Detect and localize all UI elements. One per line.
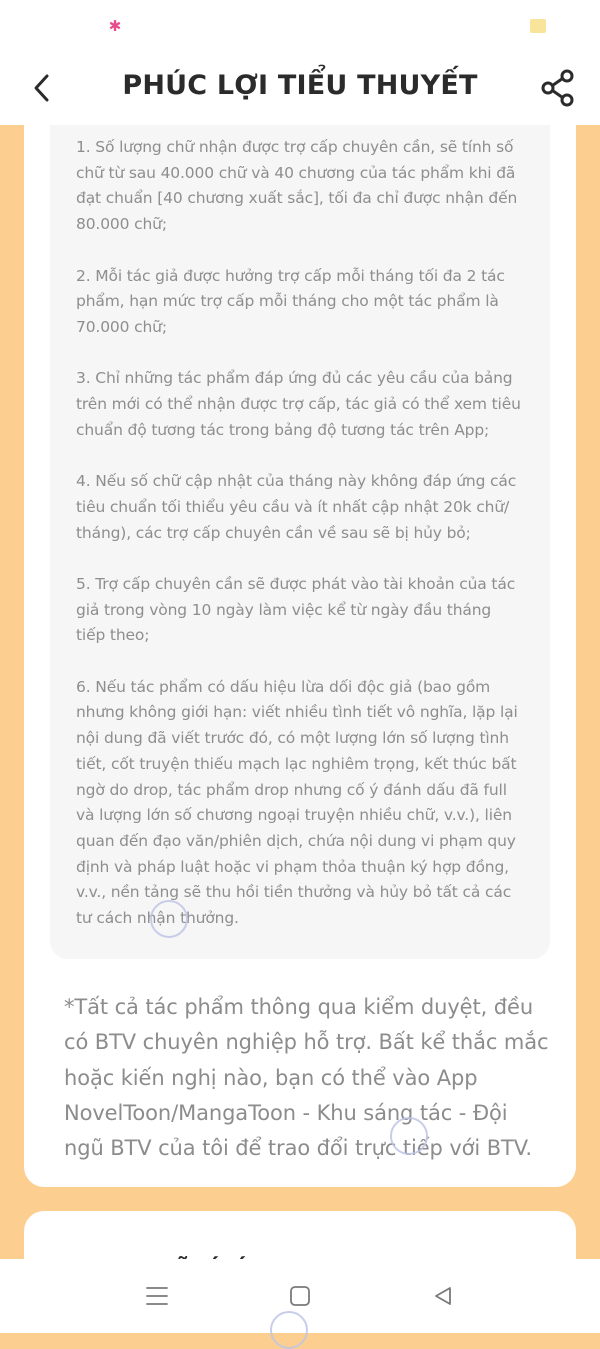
back-triangle-icon xyxy=(432,1285,454,1307)
page-title: PHÚC LỢI TIỂU THUYẾT xyxy=(122,70,478,101)
home-button[interactable] xyxy=(285,1281,315,1311)
support-note: *Tất cả tác phẩm thông qua kiểm duyệt, đều có BTV chuyên nghiệp hỗ trợ. Bất kể thắc mắc hoặc kiến nghị nào, bạn có thể vào App NovelToon/MangaToon - Khu sáng tác - Đội ngũ BTV của tôi để trao đổi trực tiếp với BTV. xyxy=(64,995,549,1161)
chevron-left-icon xyxy=(32,72,52,104)
app-flower-icon: ✱ xyxy=(108,17,122,35)
menu-button[interactable] xyxy=(142,1281,172,1311)
notification-icon xyxy=(530,19,546,33)
app-header xyxy=(0,52,600,125)
nav-back-button[interactable] xyxy=(428,1281,458,1311)
rule-item: 4. Nếu số chữ cập nhật của tháng này không đáp ứng các tiêu chuẩn tối thiểu yêu cầu và ít nhất cập nhật 20k chữ/ tháng), các trợ cấp chuyên cần về sau sẽ bị hủy bỏ; xyxy=(76,472,517,542)
content-card xyxy=(24,125,576,1187)
rule-item: 5. Trợ cấp chuyên cần sẽ được phát vào tài khoản của tác giả trong vòng 10 ngày làm việc kể từ ngày đầu tháng tiếp theo; xyxy=(76,574,516,645)
status-bar xyxy=(0,0,600,52)
rule-item: 1. Số lượng chữ nhận được trợ cấp chuyên cần, sẽ tính số chữ từ sau 40.000 chữ và 40 chương của tác phẩm khi đã đạt chuẩn [40 chương xuất sắc], tối đa chỉ được nhận đến 80.000 chữ; xyxy=(76,138,518,234)
rule-item: 2. Mỗi tác giả được hưởng trợ cấp mỗi tháng tối đa 2 tác phẩm, hạn mức trợ cấp mỗi tháng cho một tác phẩm là 70.000 chữ; xyxy=(76,266,505,336)
rule-item: 6. Nếu tác phẩm có dấu hiệu lừa dối độc giả (bao gồm nhưng không giới hạn: viết nhiều tình tiết vô nghĩa, lặp lại nội dung đã viết trước đó, có một lượng lớn số lượng tình tiết, cốt truyện thiếu mạch lạc nghiêm trọng, kết thúc bất ngờ do drop, tác phẩm drop nhưng cố ý đánh dấu đã full và lượng lớn số chương ngoại truyện nhiều chữ, v.v.), liên quan đến đạo văn/phiên dịch, chứa nội dung vi phạm quy định và pháp luật hoặc vi phạm thỏa thuận ký hợp đồng, v.v., nền tảng sẽ thu hồi tiền thưởng và hủy bỏ tất cả các tư cách nhận thưởng. xyxy=(76,677,518,928)
share-button[interactable] xyxy=(536,66,580,110)
back-button[interactable] xyxy=(22,66,62,110)
touch-indicator xyxy=(270,1311,308,1349)
menu-lines-icon xyxy=(145,1285,169,1307)
share-icon xyxy=(540,69,576,107)
system-nav-bar xyxy=(0,1259,600,1333)
home-square-icon xyxy=(289,1285,311,1307)
rule-item: 3. Chỉ những tác phẩm đáp ứng đủ các yêu cầu của bảng trên mới có thể nhận được trợ cấp, tác giả có thể xem tiêu chuẩn độ tương tác trong bảng độ tương tác trên App; xyxy=(76,369,521,439)
rules-box xyxy=(50,125,550,959)
